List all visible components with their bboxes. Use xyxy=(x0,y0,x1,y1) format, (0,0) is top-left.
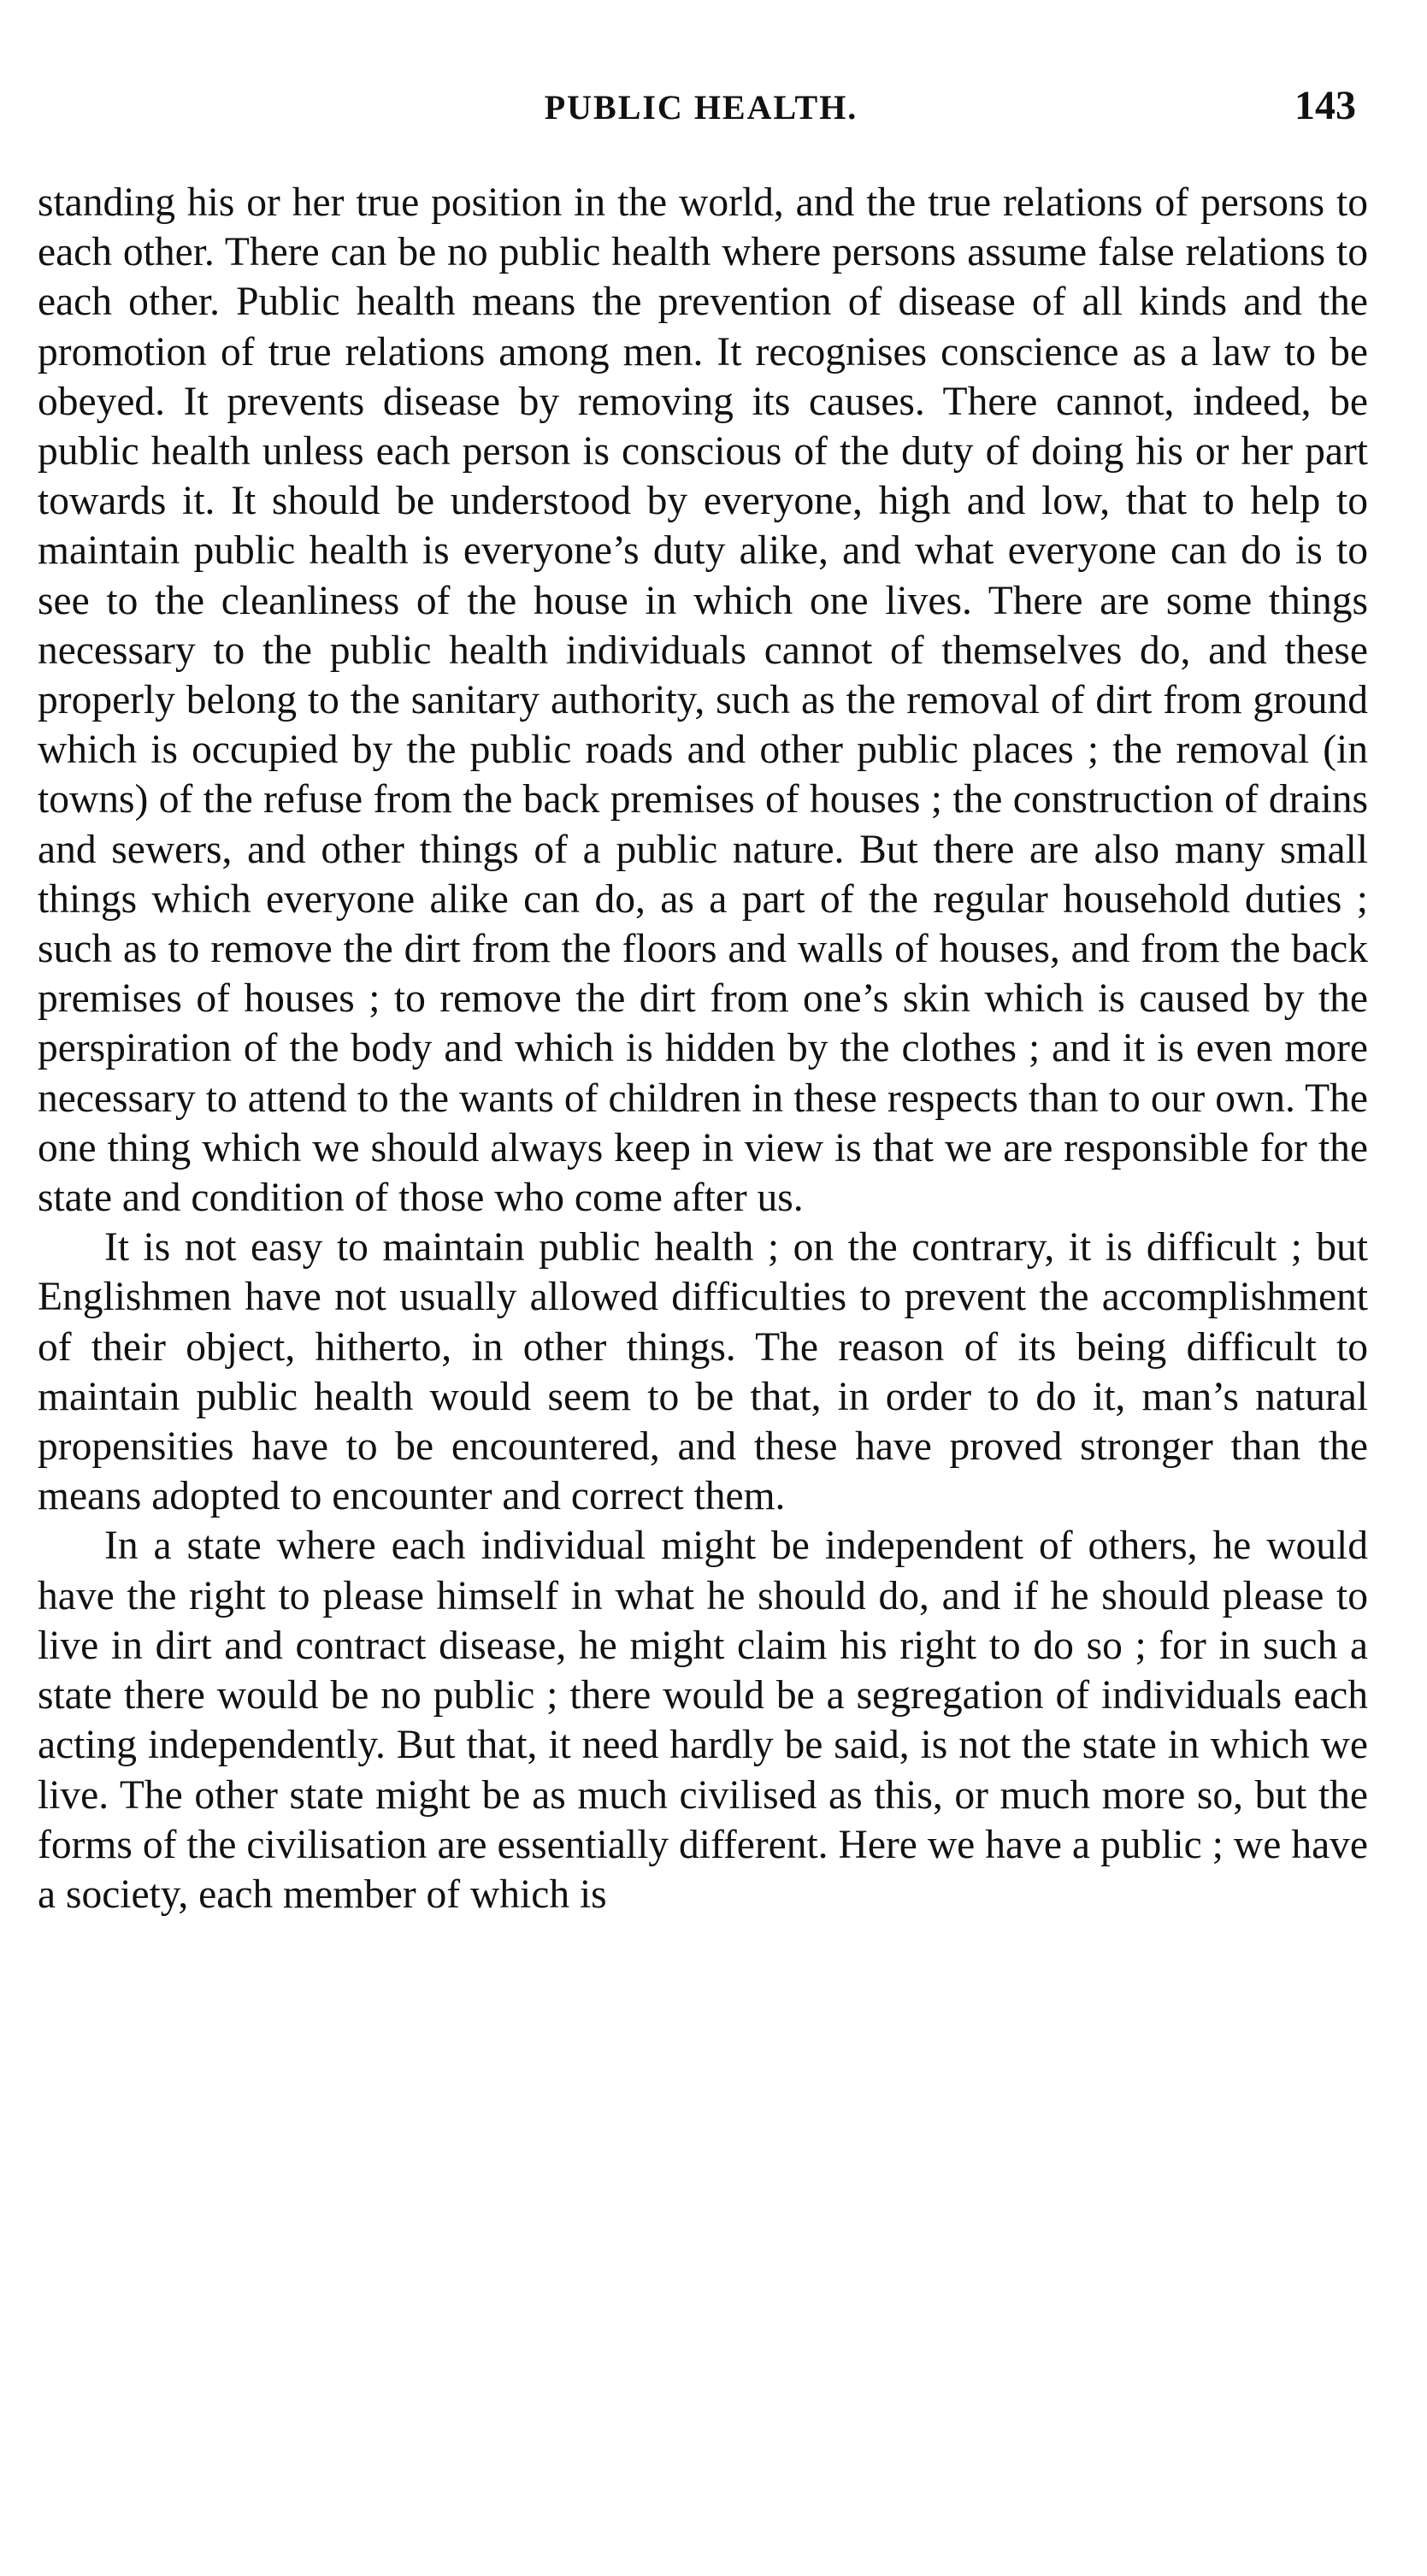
paragraph-continued: standing his or her true position in the world, and the true relations of persons to each other. There can be no public health where persons assume false relations to each other. Public health means the prevention of disease of all kinds and the promotion of true relations among men. It recognises conscience as a law to be obeyed. It prevents disease by removing its causes. There cannot, indeed, be public health unless each person is conscious of the duty of doing his or her part towards it. It should be understood by everyone, high and low, that to help to maintain public health is everyone’s duty alike, and what everyone can do is to see to the cleanliness of the house in which one lives. There are some things necessary to the public health individuals cannot of themselves do, and these properly belong to the sanitary authority, such as the removal of dirt from ground which is occupied by the public roads and other public places ; the removal (in towns) of the refuse from the back premises of houses ; the construction of drains and sewers, and other things of a public nature. But there are also many small things which everyone alike can do, as a part of the regular household duties ; such as to remove the dirt from the floors and walls of houses, and from the back premises of houses ; to remove the dirt from one’s skin which is caused by the perspiration of the body and which is hidden by the clothes ; and it is even more necessary to attend to the wants of children in these respects than to our own. The one thing which we should always keep in view is that we are responsible for the state and condition of those who come after us. xyxy=(38,180,1368,1221)
running-head xyxy=(43,82,1359,133)
paragraph-difficulty: It is not easy to maintain public health ; on the contrary, it is difficult ; but Englishmen have not usually allowed difficulties to prevent the accomplishment of their object, hitherto, in other things. The reason of its being difficult to maintain public health would seem to be that, in order to do it, man’s natural propensities have to be encountered, and these have proved stronger than the means adopted to encounter and correct them. xyxy=(38,1225,1368,1519)
body-text xyxy=(38,178,1368,1919)
paragraph-independent-state: In a state where each individual might be independent of others, he would have the right to please himself in what he should do, and if he should please to live in dirt and contract disease, he might claim his right to do so ; for in such a state there would be no public ; there would be a segregation of individuals each acting independently. But that, it need hardly be said, is not the state in which we live. The other state might be as much civilised as this, or much more so, but the forms of the civilisation are essentially different. Here we have a public ; we have a society, each member of which is xyxy=(38,1524,1368,1917)
page-number: 143 xyxy=(1294,83,1356,128)
running-title: PUBLIC HEALTH. xyxy=(544,88,858,127)
